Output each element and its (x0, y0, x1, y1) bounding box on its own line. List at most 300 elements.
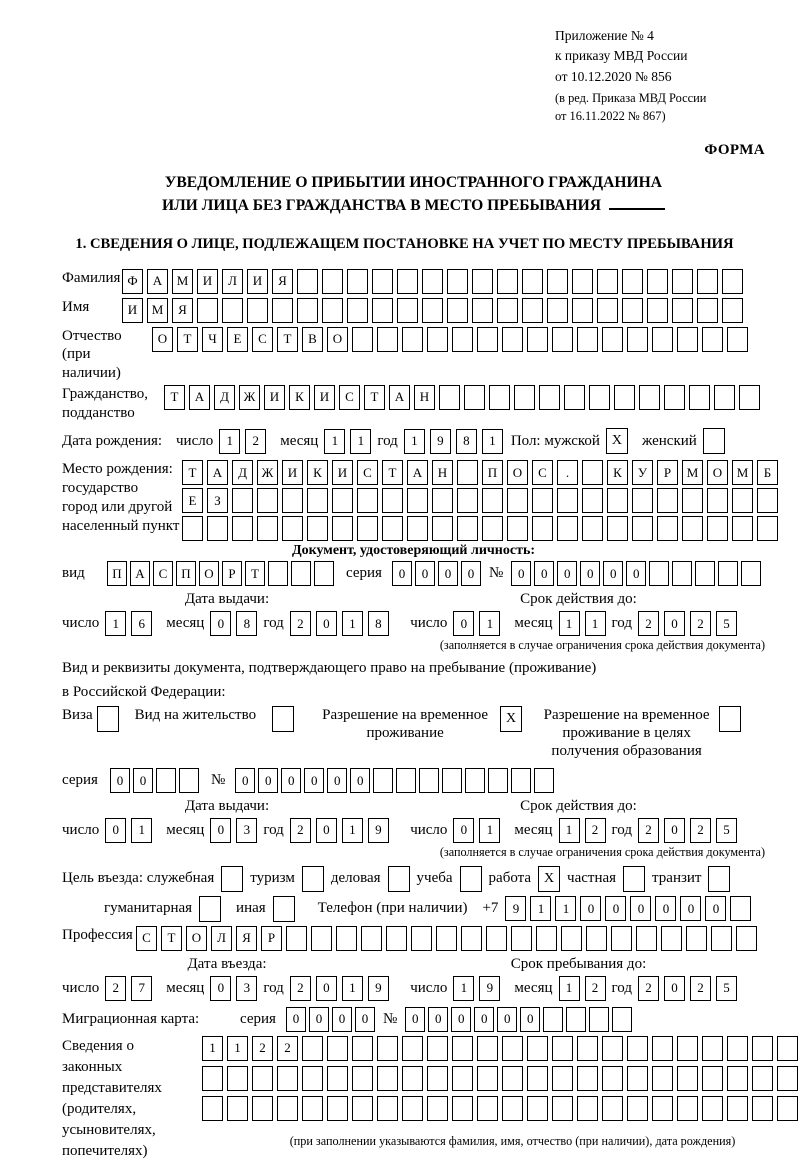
form-cell[interactable]: Т (164, 385, 185, 410)
form-cell[interactable]: 1 (131, 818, 152, 843)
form-cell[interactable] (396, 768, 416, 793)
form-cell[interactable]: 2 (585, 976, 606, 1001)
form-cell[interactable]: Ф (122, 269, 143, 294)
form-cell[interactable] (736, 926, 757, 951)
form-cell[interactable] (373, 768, 393, 793)
form-cell[interactable]: 6 (131, 611, 152, 636)
form-cell[interactable] (707, 516, 728, 541)
form-cell[interactable]: И (314, 385, 335, 410)
form-cell[interactable]: 0 (316, 611, 337, 636)
form-cell[interactable]: 7 (131, 976, 152, 1001)
form-cell[interactable]: 9 (505, 896, 526, 921)
form-cell[interactable] (302, 866, 324, 892)
form-cell[interactable]: 1 (559, 818, 580, 843)
form-cell[interactable] (282, 488, 303, 513)
form-cell[interactable] (636, 926, 657, 951)
form-cell[interactable]: 2 (290, 818, 311, 843)
form-cell[interactable]: Л (211, 926, 232, 951)
form-cell[interactable] (297, 269, 318, 294)
form-cell[interactable]: 0 (332, 1007, 352, 1032)
form-cell[interactable]: Т (245, 561, 265, 586)
form-cell[interactable]: 1 (342, 611, 363, 636)
form-cell[interactable]: Н (432, 460, 453, 485)
form-cell[interactable]: 9 (479, 976, 500, 1001)
form-cell[interactable] (347, 269, 368, 294)
form-cell[interactable] (623, 866, 645, 892)
form-cell[interactable]: 0 (603, 561, 623, 586)
form-cell[interactable]: 1 (404, 429, 425, 454)
form-cell[interactable]: Т (177, 327, 198, 352)
form-cell[interactable]: О (707, 460, 728, 485)
form-cell[interactable] (639, 385, 660, 410)
form-cell[interactable]: 8 (368, 611, 389, 636)
form-cell[interactable] (627, 1096, 648, 1121)
form-cell[interactable]: И (264, 385, 285, 410)
form-cell[interactable]: 2 (277, 1036, 298, 1061)
form-cell[interactable]: А (407, 460, 428, 485)
form-cell[interactable]: 1 (350, 429, 371, 454)
form-cell[interactable]: С (153, 561, 173, 586)
form-cell[interactable] (627, 327, 648, 352)
form-cell[interactable]: И (282, 460, 303, 485)
form-cell[interactable]: 1 (227, 1036, 248, 1061)
form-cell[interactable] (486, 926, 507, 951)
form-cell[interactable]: 1 (559, 611, 580, 636)
form-cell[interactable] (532, 516, 553, 541)
form-cell[interactable]: 1 (342, 818, 363, 843)
form-cell[interactable] (589, 1007, 609, 1032)
form-cell[interactable] (347, 298, 368, 323)
form-cell[interactable] (647, 269, 668, 294)
form-cell[interactable]: И (247, 269, 268, 294)
form-cell[interactable]: 0 (511, 561, 531, 586)
form-cell[interactable] (627, 1036, 648, 1061)
form-cell[interactable] (422, 298, 443, 323)
form-cell[interactable]: 2 (638, 611, 659, 636)
form-cell[interactable]: 1 (219, 429, 240, 454)
form-cell[interactable]: С (339, 385, 360, 410)
form-cell[interactable] (439, 385, 460, 410)
form-cell[interactable] (407, 516, 428, 541)
form-cell[interactable] (534, 768, 554, 793)
form-cell[interactable]: П (482, 460, 503, 485)
form-cell[interactable] (477, 1096, 498, 1121)
form-cell[interactable] (457, 516, 478, 541)
form-cell[interactable]: О (199, 561, 219, 586)
form-cell[interactable]: 1 (324, 429, 345, 454)
form-cell[interactable] (472, 298, 493, 323)
form-cell[interactable] (182, 516, 203, 541)
form-cell[interactable] (752, 1036, 773, 1061)
form-cell[interactable] (402, 1096, 423, 1121)
form-cell[interactable] (652, 1036, 673, 1061)
form-cell[interactable]: 1 (105, 611, 126, 636)
form-cell[interactable] (307, 516, 328, 541)
form-cell[interactable]: 0 (680, 896, 701, 921)
form-cell[interactable]: А (130, 561, 150, 586)
form-cell[interactable]: 1 (453, 976, 474, 1001)
form-cell[interactable] (432, 516, 453, 541)
form-cell[interactable] (677, 1036, 698, 1061)
form-cell[interactable] (372, 298, 393, 323)
form-cell[interactable] (232, 488, 253, 513)
form-cell[interactable] (302, 1036, 323, 1061)
form-cell[interactable]: 5 (716, 611, 737, 636)
form-cell[interactable]: Л (222, 269, 243, 294)
form-cell[interactable]: О (186, 926, 207, 951)
form-cell[interactable] (464, 385, 485, 410)
form-cell[interactable] (661, 926, 682, 951)
form-cell[interactable] (622, 298, 643, 323)
form-cell[interactable] (502, 1096, 523, 1121)
form-cell[interactable]: 0 (580, 561, 600, 586)
form-cell[interactable] (497, 269, 518, 294)
form-cell[interactable] (532, 488, 553, 513)
form-cell[interactable] (442, 768, 462, 793)
form-cell[interactable]: . (557, 460, 578, 485)
form-cell[interactable] (561, 926, 582, 951)
form-cell[interactable] (564, 385, 585, 410)
form-cell[interactable]: 3 (236, 818, 257, 843)
form-cell[interactable] (727, 327, 748, 352)
form-cell[interactable] (602, 327, 623, 352)
form-cell[interactable] (777, 1036, 798, 1061)
form-cell[interactable]: 0 (664, 818, 685, 843)
form-cell[interactable]: 0 (557, 561, 577, 586)
form-cell[interactable] (577, 1066, 598, 1091)
form-cell[interactable] (647, 298, 668, 323)
form-cell[interactable] (547, 298, 568, 323)
form-cell[interactable] (197, 298, 218, 323)
form-cell[interactable] (352, 1066, 373, 1091)
form-cell[interactable] (207, 516, 228, 541)
form-cell[interactable] (221, 866, 243, 892)
form-cell[interactable] (432, 488, 453, 513)
form-cell[interactable] (460, 866, 482, 892)
form-cell[interactable] (452, 1066, 473, 1091)
form-cell[interactable]: 0 (520, 1007, 540, 1032)
form-cell[interactable] (227, 1066, 248, 1091)
form-cell[interactable] (552, 1096, 573, 1121)
form-cell[interactable]: О (507, 460, 528, 485)
form-cell[interactable] (422, 269, 443, 294)
form-cell[interactable] (232, 516, 253, 541)
form-cell[interactable] (702, 1096, 723, 1121)
form-cell[interactable]: 1 (479, 818, 500, 843)
form-cell[interactable] (382, 488, 403, 513)
form-cell[interactable]: 0 (286, 1007, 306, 1032)
form-cell[interactable]: И (122, 298, 143, 323)
form-cell[interactable] (672, 298, 693, 323)
form-cell[interactable]: Я (236, 926, 257, 951)
form-cell[interactable]: 0 (133, 768, 153, 793)
form-cell[interactable]: Р (222, 561, 242, 586)
form-cell[interactable]: И (332, 460, 353, 485)
form-cell[interactable] (388, 866, 410, 892)
form-cell[interactable] (507, 516, 528, 541)
form-cell[interactable]: 0 (258, 768, 278, 793)
form-cell[interactable] (452, 1036, 473, 1061)
form-cell[interactable] (314, 561, 334, 586)
form-cell[interactable]: 1 (342, 976, 363, 1001)
form-cell[interactable] (397, 298, 418, 323)
form-cell[interactable] (402, 1036, 423, 1061)
form-cell[interactable]: М (147, 298, 168, 323)
form-cell[interactable]: 0 (281, 768, 301, 793)
form-cell[interactable] (199, 896, 221, 922)
form-cell[interactable]: 2 (638, 818, 659, 843)
form-cell[interactable] (357, 516, 378, 541)
form-cell[interactable]: Ч (202, 327, 223, 352)
form-cell[interactable]: 0 (705, 896, 726, 921)
form-cell[interactable] (502, 1036, 523, 1061)
form-cell[interactable] (752, 1066, 773, 1091)
form-cell[interactable]: 0 (664, 611, 685, 636)
form-cell[interactable] (757, 488, 778, 513)
form-cell[interactable]: 0 (405, 1007, 425, 1032)
form-cell[interactable]: А (147, 269, 168, 294)
form-cell[interactable] (372, 269, 393, 294)
form-cell[interactable] (572, 269, 593, 294)
form-cell[interactable] (489, 385, 510, 410)
form-cell[interactable]: Д (214, 385, 235, 410)
form-cell[interactable] (465, 768, 485, 793)
form-cell[interactable] (322, 269, 343, 294)
form-cell[interactable] (607, 516, 628, 541)
form-cell[interactable]: 5 (716, 818, 737, 843)
form-cell[interactable] (572, 298, 593, 323)
form-cell[interactable] (222, 298, 243, 323)
form-cell[interactable] (277, 1096, 298, 1121)
form-cell[interactable] (273, 896, 295, 922)
form-cell[interactable] (252, 1066, 273, 1091)
form-cell[interactable] (427, 1036, 448, 1061)
form-cell[interactable] (543, 1007, 563, 1032)
form-cell[interactable] (502, 1066, 523, 1091)
form-cell[interactable]: X (538, 866, 560, 892)
form-cell[interactable] (614, 385, 635, 410)
form-cell[interactable]: 0 (428, 1007, 448, 1032)
form-cell[interactable] (419, 768, 439, 793)
form-cell[interactable] (202, 1096, 223, 1121)
form-cell[interactable]: 2 (585, 818, 606, 843)
form-cell[interactable]: С (532, 460, 553, 485)
form-cell[interactable] (527, 1036, 548, 1061)
form-cell[interactable] (611, 926, 632, 951)
form-cell[interactable] (582, 460, 603, 485)
form-cell[interactable] (577, 1036, 598, 1061)
form-cell[interactable] (507, 488, 528, 513)
form-cell[interactable] (402, 327, 423, 352)
form-cell[interactable] (657, 488, 678, 513)
form-cell[interactable] (539, 385, 560, 410)
form-cell[interactable] (382, 516, 403, 541)
form-cell[interactable] (291, 561, 311, 586)
form-cell[interactable] (402, 1066, 423, 1091)
form-cell[interactable] (322, 298, 343, 323)
form-cell[interactable]: А (389, 385, 410, 410)
form-cell[interactable] (447, 269, 468, 294)
form-cell[interactable]: 5 (716, 976, 737, 1001)
form-cell[interactable] (477, 1066, 498, 1091)
form-cell[interactable]: 0 (235, 768, 255, 793)
form-cell[interactable] (311, 926, 332, 951)
form-cell[interactable] (708, 866, 730, 892)
form-cell[interactable] (722, 298, 743, 323)
form-cell[interactable]: 2 (290, 976, 311, 1001)
form-cell[interactable]: 2 (638, 976, 659, 1001)
form-cell[interactable] (457, 460, 478, 485)
form-cell[interactable]: Ж (239, 385, 260, 410)
form-cell[interactable] (332, 488, 353, 513)
form-cell[interactable] (527, 1096, 548, 1121)
form-cell[interactable]: 2 (105, 976, 126, 1001)
form-cell[interactable]: 0 (453, 818, 474, 843)
form-cell[interactable] (649, 561, 669, 586)
form-cell[interactable]: У (632, 460, 653, 485)
form-cell[interactable]: 0 (626, 561, 646, 586)
form-cell[interactable]: Д (232, 460, 253, 485)
form-cell[interactable] (272, 706, 294, 732)
form-cell[interactable]: 0 (451, 1007, 471, 1032)
form-cell[interactable]: И (197, 269, 218, 294)
form-cell[interactable] (497, 298, 518, 323)
form-cell[interactable] (552, 1066, 573, 1091)
form-cell[interactable] (536, 926, 557, 951)
form-cell[interactable] (357, 488, 378, 513)
form-cell[interactable]: А (189, 385, 210, 410)
form-cell[interactable]: 1 (479, 611, 500, 636)
form-cell[interactable] (652, 1096, 673, 1121)
form-cell[interactable]: 0 (316, 818, 337, 843)
form-cell[interactable] (482, 488, 503, 513)
form-cell[interactable]: Р (261, 926, 282, 951)
form-cell[interactable]: 0 (534, 561, 554, 586)
form-cell[interactable] (714, 385, 735, 410)
form-cell[interactable]: 0 (210, 818, 231, 843)
form-cell[interactable]: О (152, 327, 173, 352)
form-cell[interactable]: Я (272, 269, 293, 294)
form-cell[interactable] (377, 1096, 398, 1121)
form-cell[interactable] (657, 516, 678, 541)
form-cell[interactable]: 0 (474, 1007, 494, 1032)
form-cell[interactable] (577, 327, 598, 352)
form-cell[interactable]: Т (364, 385, 385, 410)
form-cell[interactable] (727, 1096, 748, 1121)
form-cell[interactable] (527, 1066, 548, 1091)
form-cell[interactable] (577, 1096, 598, 1121)
form-cell[interactable] (97, 706, 119, 732)
form-cell[interactable] (686, 926, 707, 951)
form-cell[interactable] (482, 516, 503, 541)
form-cell[interactable]: 3 (236, 976, 257, 1001)
form-cell[interactable] (602, 1036, 623, 1061)
form-cell[interactable] (511, 926, 532, 951)
form-cell[interactable] (179, 768, 199, 793)
form-cell[interactable]: 1 (555, 896, 576, 921)
form-cell[interactable]: 0 (316, 976, 337, 1001)
form-cell[interactable] (582, 488, 603, 513)
form-cell[interactable] (472, 269, 493, 294)
form-cell[interactable]: 1 (559, 976, 580, 1001)
form-cell[interactable]: 0 (350, 768, 370, 793)
form-cell[interactable] (586, 926, 607, 951)
form-cell[interactable] (741, 561, 761, 586)
form-cell[interactable] (257, 488, 278, 513)
form-cell[interactable] (282, 516, 303, 541)
form-cell[interactable] (286, 926, 307, 951)
form-cell[interactable]: 0 (605, 896, 626, 921)
form-cell[interactable]: О (327, 327, 348, 352)
form-cell[interactable] (730, 896, 751, 921)
form-cell[interactable] (527, 327, 548, 352)
form-cell[interactable] (511, 768, 531, 793)
form-cell[interactable] (702, 1066, 723, 1091)
form-cell[interactable] (711, 926, 732, 951)
form-cell[interactable] (247, 298, 268, 323)
form-cell[interactable]: Я (172, 298, 193, 323)
form-cell[interactable] (689, 385, 710, 410)
form-cell[interactable]: 0 (105, 818, 126, 843)
form-cell[interactable] (652, 1066, 673, 1091)
form-cell[interactable] (457, 488, 478, 513)
form-cell[interactable]: С (252, 327, 273, 352)
form-cell[interactable]: 9 (368, 818, 389, 843)
form-cell[interactable] (702, 1036, 723, 1061)
form-cell[interactable] (461, 926, 482, 951)
form-cell[interactable] (336, 926, 357, 951)
form-cell[interactable]: 0 (110, 768, 130, 793)
form-cell[interactable]: 1 (202, 1036, 223, 1061)
form-cell[interactable] (552, 327, 573, 352)
form-cell[interactable] (327, 1036, 348, 1061)
form-cell[interactable]: Б (757, 460, 778, 485)
form-cell[interactable]: 0 (327, 768, 347, 793)
form-cell[interactable] (582, 516, 603, 541)
form-cell[interactable] (739, 385, 760, 410)
form-cell[interactable] (727, 1066, 748, 1091)
form-cell[interactable] (632, 488, 653, 513)
form-cell[interactable] (682, 516, 703, 541)
form-cell[interactable] (502, 327, 523, 352)
form-cell[interactable]: 1 (530, 896, 551, 921)
form-cell[interactable] (477, 1036, 498, 1061)
form-cell[interactable]: 2 (252, 1036, 273, 1061)
form-cell[interactable] (602, 1096, 623, 1121)
form-cell[interactable] (677, 1066, 698, 1091)
form-cell[interactable] (552, 1036, 573, 1061)
form-cell[interactable]: Е (227, 327, 248, 352)
form-cell[interactable]: Т (161, 926, 182, 951)
form-cell[interactable]: 0 (355, 1007, 375, 1032)
form-cell[interactable]: К (607, 460, 628, 485)
form-cell[interactable] (602, 1066, 623, 1091)
form-cell[interactable] (522, 298, 543, 323)
form-cell[interactable] (757, 516, 778, 541)
form-cell[interactable]: 8 (236, 611, 257, 636)
form-cell[interactable]: 8 (456, 429, 477, 454)
form-cell[interactable] (707, 488, 728, 513)
form-cell[interactable] (297, 298, 318, 323)
form-cell[interactable]: 0 (461, 561, 481, 586)
form-cell[interactable]: 2 (690, 818, 711, 843)
form-cell[interactable]: В (302, 327, 323, 352)
form-cell[interactable]: 2 (245, 429, 266, 454)
form-cell[interactable] (252, 1096, 273, 1121)
form-cell[interactable] (227, 1096, 248, 1121)
form-cell[interactable] (447, 298, 468, 323)
form-cell[interactable] (682, 488, 703, 513)
